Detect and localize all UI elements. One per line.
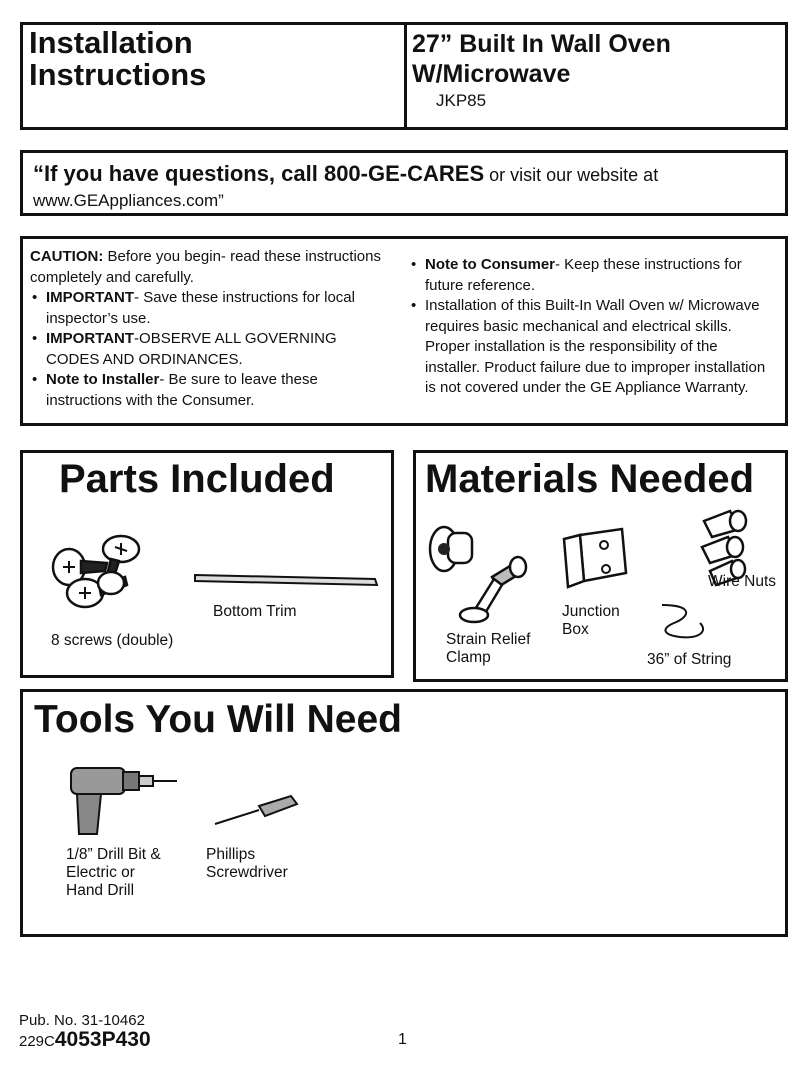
parts-included-box: [20, 450, 394, 678]
model-number: JKP85: [436, 91, 487, 110]
list-item: • Note to Installer- Be sure to leave these instructions with the Consumer.: [32, 371, 318, 409]
tools-needed-title: Tools You Will Need: [34, 698, 403, 741]
caution-box: [20, 236, 788, 426]
bottom-trim-label: Bottom Trim: [213, 603, 297, 620]
drill-illustration: [67, 762, 187, 842]
materials-needed-box: [413, 450, 788, 682]
strain-relief-clamp-label: Strain Relief Clamp: [446, 631, 531, 666]
header-box: [20, 22, 788, 130]
bottom-trim-illustration: [191, 569, 381, 589]
part-number: 229C4053P430: [19, 1028, 151, 1051]
list-item: • IMPORTANT-OBSERVE ALL GOVERNING CODES AND ORDINANCES.: [32, 330, 337, 368]
screwdriver-label: Phillips Screwdriver: [206, 846, 288, 881]
junction-box-label: Junction Box: [562, 603, 620, 638]
header-divider: [404, 25, 407, 127]
strain-relief-clamp-illustration: [422, 519, 532, 629]
publication-number: Pub. No. 31-10462: [19, 1012, 145, 1029]
list-item: • IMPORTANT- Save these instructions for local inspector’s use.: [32, 289, 355, 327]
contact-box: [20, 150, 788, 216]
tools-needed-box: [20, 689, 788, 937]
string-illustration: [654, 601, 714, 651]
contact-line: [33, 161, 658, 187]
caution-right-column: [409, 255, 769, 399]
contact-lead-rest: or visit our website at: [484, 165, 659, 185]
parts-included-title: Parts Included: [59, 457, 335, 501]
page-number: 1: [398, 1031, 407, 1048]
document-title: Installation Instructions: [29, 25, 207, 92]
wire-nuts-label: Wire Nuts: [708, 573, 777, 590]
materials-needed-title: Materials Needed: [425, 457, 755, 501]
screws-illustration: [45, 533, 155, 613]
string-label: 36” of String: [647, 651, 732, 668]
product-name: 27” Built In Wall Oven W/Microwave: [412, 30, 671, 88]
caution-statement: CAUTION: Before you begin- read these instructions completely and carefully.: [30, 248, 381, 286]
junction-box-illustration: [560, 525, 630, 595]
list-item: • Note to Consumer- Keep these instructions for future reference.: [411, 256, 742, 294]
contact-phone: “If you have questions, call 800-GE-CARES: [33, 161, 485, 186]
screwdriver-illustration: [211, 794, 301, 834]
caution-left-column: [30, 247, 385, 411]
screws-label: 8 screws (double): [51, 632, 174, 649]
contact-website: www.GEAppliances.com”: [33, 191, 224, 210]
drill-label: 1/8” Drill Bit & Electric or Hand Drill: [66, 846, 161, 899]
list-item: • Installation of this Built-In Wall Oven w/ Microwave requires basic mechanical and electrical skills. Proper installation is the responsibility of the installer. Product failure due to improper installation is not covered under the GE Appliance Warranty.: [411, 297, 766, 396]
